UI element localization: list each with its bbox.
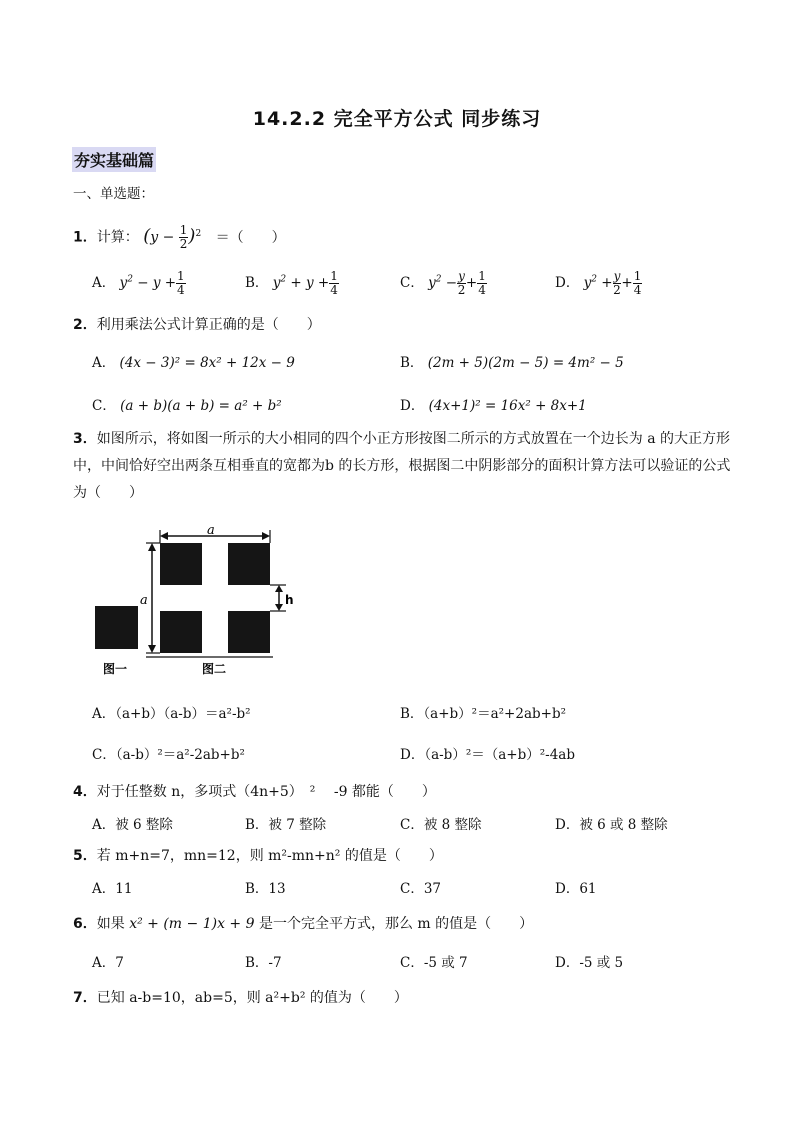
question-number: 2． [73, 317, 97, 333]
option-letter: B． [400, 355, 424, 371]
arrow-up [275, 585, 283, 592]
expression: ( [143, 225, 151, 247]
option-expr: $y^2 + y$ + [272, 274, 330, 291]
option-b: B．-7 [245, 955, 282, 971]
question-number: 3． [73, 431, 97, 447]
option-b: B．（a+b）²＝a²+2ab+b² [400, 706, 567, 722]
part-heading: 一、单选题： [73, 186, 154, 202]
option-letter: A． [92, 275, 116, 291]
small-square [95, 606, 138, 649]
option-b: B．13 [245, 881, 286, 897]
label-a-side: a [140, 593, 148, 608]
question-tail: ＝（ ） [215, 229, 286, 246]
fraction: $\frac{y}{2}$ [613, 269, 621, 297]
arrow-down [275, 604, 283, 611]
expression-close: ) [188, 225, 196, 247]
fraction: $\frac{1}{2}$ [179, 223, 188, 251]
figure-2-label: 图二 [202, 662, 227, 676]
option-c: C．被 8 整除 [400, 817, 482, 833]
arrow-up [148, 543, 156, 551]
option-c [92, 394, 282, 414]
option-d: D．-5 或 5 [555, 955, 624, 971]
option-a [92, 270, 186, 297]
arrow-left [160, 532, 168, 540]
option-letter: D． [555, 275, 580, 291]
expression-var: y − [150, 229, 175, 246]
label-h: h [285, 593, 294, 607]
option-d: D．（a-b）²＝（a+b）²-4ab [400, 747, 575, 763]
question-7 [73, 987, 408, 1007]
vertical-strip [202, 543, 228, 653]
option-a: A．11 [92, 881, 133, 897]
fraction: $\frac{1}{4}$ [330, 269, 338, 297]
expression: x² + (m − 1)x + 9 [129, 916, 255, 932]
arrow-right [262, 532, 270, 540]
option-a: A．（a+b）（a-b）＝a²-b² [92, 706, 251, 722]
option-expr: (4x+1)² = 16x² + 8x+1 [428, 398, 587, 414]
option-expr: (4x − 3)² = 8x² + 12x − 9 [119, 355, 295, 371]
option-b: B．被 7 整除 [245, 817, 327, 833]
option-d: D．被 6 或 8 整除 [555, 817, 668, 833]
option-a [92, 351, 295, 371]
option-d: D．61 [555, 881, 597, 897]
option-d [400, 394, 587, 414]
question-text: 已知 a-b=10，ab=5，则 a²+b² 的值为（ ） [96, 990, 408, 1006]
option-b [400, 351, 624, 371]
figure-1-label: 图一 [103, 662, 128, 676]
option-a: A．被 6 整除 [92, 817, 173, 833]
option-c: C．37 [400, 881, 442, 897]
option-d [555, 270, 642, 297]
option-letter: C． [92, 398, 116, 414]
fraction: $\frac{1}{4}$ [177, 269, 185, 297]
question-text: 对于任整数 n，多项式（4n+5） ² -9 都能（ ） [96, 784, 436, 800]
question-number: 6． [73, 916, 97, 932]
option-letter: C． [400, 275, 424, 291]
question-text: 利用乘法公式计算正确的是（ ） [96, 317, 321, 333]
question-number: 4． [73, 784, 97, 800]
question-text-post: 是一个完全平方式，那么 m 的值是（ ） [254, 916, 534, 932]
fraction: $\frac{1}{4}$ [478, 269, 486, 297]
question-1 [73, 224, 286, 251]
option-c [400, 270, 487, 297]
question-number: 7． [73, 990, 97, 1006]
question-5 [73, 845, 443, 865]
question-text: 若 m+n=7，mn=12，则 m²-mn+n² 的值是（ ） [96, 848, 443, 864]
page-title: 14.2.2 完全平方公式 同步练习 [252, 108, 542, 130]
option-expr-plus: + [621, 275, 633, 291]
option-b [245, 270, 339, 297]
exponent: 2 [195, 228, 202, 239]
option-a: A．7 [92, 955, 124, 971]
option-letter: D． [400, 398, 425, 414]
arrow-down [148, 645, 156, 653]
question-text-pre: 如果 [96, 916, 130, 932]
section-heading: 夯实基础篇 [72, 147, 156, 172]
label-a-top: a [207, 523, 215, 538]
option-expr-plus: + [465, 275, 478, 291]
question-text: 如图所示，将如图一所示的大小相同的四个小正方形按图二所示的方式放置在一个边长为 a 的大正方形中，中间恰好空出两条互相垂直的宽都为b 的长方形，根据图二中阴影部分的面积计算方法可以验证的公式为（ ） [73, 431, 731, 501]
question-text: 计算： [96, 229, 139, 246]
squares-figure [88, 522, 318, 682]
option-c: C．（a-b）²＝a²-2ab+b² [92, 747, 245, 763]
option-expr: $y^2 - y$ + [119, 274, 177, 291]
option-expr: (2m + 5)(2m − 5) = 4m² − 5 [427, 355, 624, 371]
question-4 [73, 781, 436, 801]
question-2 [73, 314, 321, 334]
fraction: $\frac{1}{4}$ [633, 269, 642, 297]
question-6 [73, 913, 533, 933]
option-letter: A． [92, 355, 116, 371]
question-3 [73, 426, 733, 507]
question-number: 5． [73, 848, 97, 864]
option-c: C．-5 或 7 [400, 955, 468, 971]
question-number: 1． [73, 229, 97, 246]
option-expr: $y^2$ − [428, 274, 458, 291]
option-expr: (a + b)(a + b) = a² + b² [120, 398, 282, 414]
option-letter: B． [245, 275, 269, 291]
option-expr: $y^2$ + [583, 274, 613, 291]
fraction: $\frac{y}{2}$ [457, 269, 466, 297]
